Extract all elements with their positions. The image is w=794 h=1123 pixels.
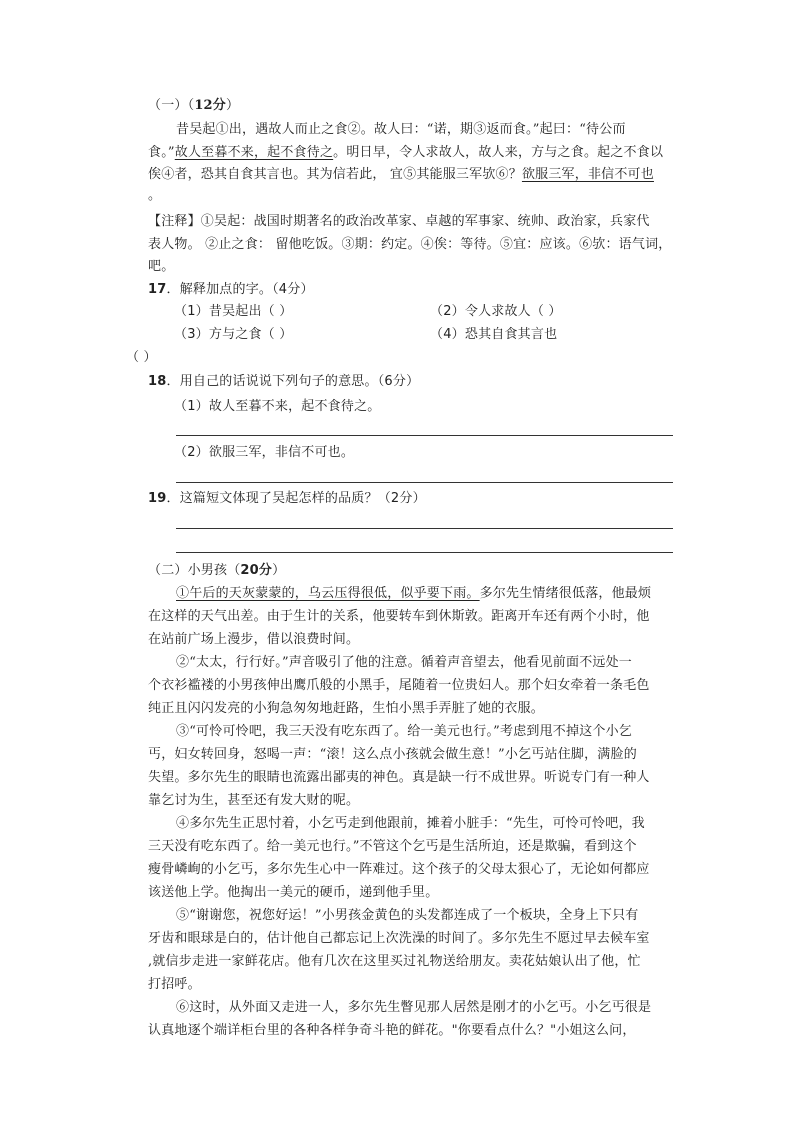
passage2-line: ⑤“谢谢您，祝您好运！”小男孩金黄色的头发都连成了一个板块，全身上下只有 — [176, 908, 639, 923]
q17-item-4: （4）恐其自食其言也 — [430, 327, 558, 342]
passage2-line: ①午后的天灰蒙蒙的，乌云压得很低，似乎要下雨。多尔先生情绪很低落，他最烦 — [176, 586, 652, 601]
q17-item-2: （2）令人求故人（ ） — [430, 304, 562, 319]
annotation-line: 表人物。 ②止之食： 留他吃饭。③期：约定。④俟：等待。⑤宜：应该。⑥欤：语气词， — [148, 237, 672, 252]
passage2-line: 个衣衫褴褛的小男孩伸出鹰爪般的小黑手，尾随着一位贵妇人。那个妇女牵着一条毛色 — [148, 678, 650, 693]
passage1-line: 俟④者，恐其自食其言也。其为信若此， 宜⑤其能服三军欤⑥？欲服三军，非信不可也 — [148, 167, 654, 182]
passage2-line: ④多尔先生正思忖着，小乞丐走到他跟前，摊着小脏手：“先生，可怜可怜吧，我 — [176, 816, 645, 831]
passage2-line: 瘦骨嶙峋的小乞丐，多尔先生心中一阵难过。这个孩子的父母太狠心了，无论如何都应 — [148, 862, 650, 877]
answer-line[interactable] — [176, 528, 673, 529]
passage1-line: 。 — [148, 188, 162, 203]
passage2-line: 在站前广场上漫步，借以浪费时间。 — [148, 632, 360, 647]
passage2-line: 认真地逐个端详柜台里的各种各样争奇斗艳的鲜花。"你要看点什么？"小姐这么问， — [148, 1023, 636, 1038]
q17-item-3: （3）方与之食（ ） — [174, 327, 293, 342]
passage2-line: 打招呼。 — [148, 977, 201, 992]
annotation-line: 吧。 — [148, 259, 175, 274]
q18-sentence-1: （1）故人至暮不来，起不食待之。 — [174, 399, 381, 414]
answer-line[interactable] — [176, 482, 673, 483]
answer-line[interactable] — [176, 552, 673, 553]
passage2-line: ②“太太，行行好。”声音吸引了他的注意。循着声音望去，他看见前面不远处一 — [176, 655, 632, 670]
question-17-title: 17．解释加点的字。（4分） — [148, 282, 314, 297]
passage2-line: 三天没有吃东西了。给一美元也行。”不管这个乞丐是生活所迫，还是欺骗，看到这个 — [148, 839, 637, 854]
passage2-line: ③“可怜可怜吧，我三天没有吃东西了。给一美元也行。”考虑到甩不掉这个小乞 — [176, 724, 632, 739]
answer-line[interactable] — [176, 435, 673, 436]
passage2-line: ⑥这时，从外面又走进一人，多尔先生瞥见那人居然是刚才的小乞丐。小乞丐很是 — [176, 1000, 652, 1015]
underlined-sentence-2: 欲服三军，非信不可也 — [521, 167, 654, 182]
passage2-line: 该送他上学。他掏出一美元的硬币，递到他手里。 — [148, 885, 439, 900]
q17-item-4-blank: （ ） — [126, 350, 157, 365]
annotation-line: 【注释】①吴起：战国时期著名的政治改革家、卓越的军事家、统帅、政治家，兵家代 — [148, 214, 650, 229]
passage2-line: ,就信步走进一家鲜花店。他有几次在这里买过礼物送给朋友。卖花姑娘认出了他，忙 — [148, 954, 641, 969]
passage2-line: 丐，妇女转回身，怒喝一声：“滚！这么点小孩就会做生意！”小乞丐站住脚，满脸的 — [148, 747, 637, 762]
part1-heading: （一）（12分） — [148, 98, 240, 113]
passage1-line: 昔吴起①出，遇故人而止之食②。故人曰：“诺，期③返而食。”起曰：“待公而 — [176, 122, 626, 137]
question-18-title: 18．用自己的话说说下列句子的意思。（6分） — [148, 374, 420, 389]
passage2-line: 在这样的天气出差。由于生计的关系，他要转车到休斯敦。距离开车还有两个小时，他 — [148, 609, 650, 624]
underlined-sentence-1: 故人至暮不来，起不食待之 — [174, 145, 334, 160]
passage2-line: 纯正且闪闪发亮的小狗急匆匆地赶路，生怕小黑手弄脏了她的衣服。 — [148, 701, 545, 716]
passage1-line: 食。”故人至暮不来，起不食待之。明日早，令人求故人，故人来，方与之食。起之不食以 — [148, 145, 664, 160]
passage2-line: 牙齿和眼球是白的，估计他自己都忘记上次洗澡的时间了。多尔先生不愿过早去候车室 — [148, 931, 650, 946]
passage2-line: 失望。多尔先生的眼睛也流露出鄙夷的神色。真是缺一行不成世界。听说专门有一种人 — [148, 770, 650, 785]
q18-sentence-2: （2）欲服三军，非信不可也。 — [174, 445, 355, 460]
passage2-line: 靠乞讨为生，甚至还有发大财的呢。 — [148, 793, 360, 808]
part2-heading: （二）小男孩（20分） — [148, 563, 286, 578]
q17-item-1: （1）昔吴起出（ ） — [174, 304, 293, 319]
question-19-title: 19．这篇短文体现了吴起怎样的品质？（2分） — [148, 491, 426, 506]
underlined-sentence-3: ①午后的天灰蒙蒙的，乌云压得很低，似乎要下雨。 — [176, 586, 480, 601]
